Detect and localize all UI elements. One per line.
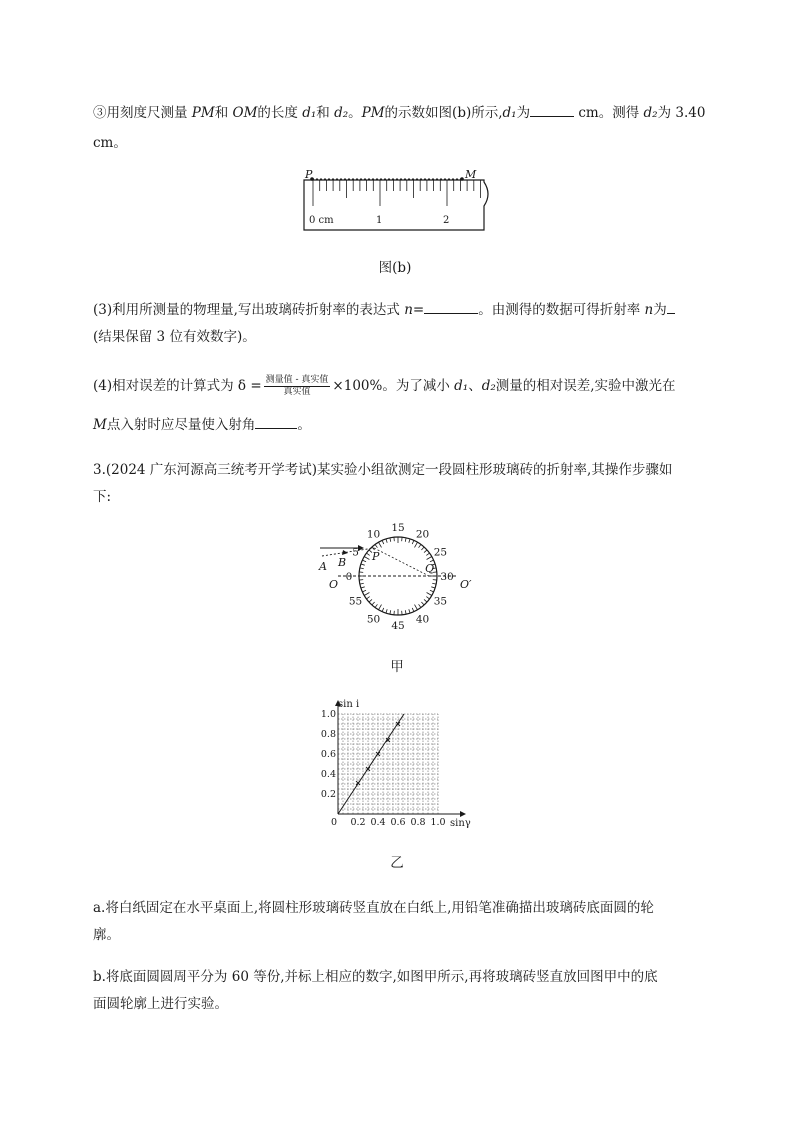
tick-label-1: 1 — [376, 215, 383, 226]
circle-tick — [364, 557, 369, 560]
circle-number-10: 10 — [366, 528, 381, 541]
circle-tick — [362, 590, 366, 592]
circle-number-5: 5 — [352, 546, 359, 559]
y-tick-label: 0.6 — [320, 749, 336, 760]
circle-tick — [431, 587, 435, 588]
circle-tick — [362, 560, 366, 562]
circle-tick — [412, 540, 414, 544]
step-a-line1: a.将白纸固定在水平桌面上,将圆柱形玻璃砖竖直放在白纸上,用铅笔准确描出玻璃砖底面圆的轮 — [93, 900, 654, 916]
step-b-line1: b.将底面圆圆周平分为 60 等份,并标上相应的数字,如图甲所示,再将玻璃砖竖直放回图甲中的底 — [93, 969, 658, 985]
circle-tick — [432, 583, 436, 584]
label-q: Q — [425, 562, 435, 575]
answer-blank[interactable] — [667, 299, 675, 314]
circle-tick — [390, 538, 391, 542]
circle-tick — [427, 557, 432, 560]
circle-tick — [366, 553, 369, 555]
circle-tick — [382, 608, 384, 612]
circle-tick — [379, 605, 382, 610]
text-segment: 。由测得的数据可得折射率 — [478, 302, 645, 318]
var-n: n — [644, 302, 654, 318]
var-d2: d₂ — [643, 105, 658, 121]
var-d1: d₁ — [502, 105, 517, 121]
text-segment: 的示数如图(b)所示, — [384, 105, 503, 121]
chart-points — [356, 722, 400, 785]
fraction-denominator: 真实值 — [283, 387, 311, 397]
circle-number-50: 50 — [366, 613, 381, 626]
text-segment: 的长度 — [257, 105, 303, 121]
circle-tick — [415, 542, 418, 547]
circle-tick — [386, 609, 387, 613]
text-segment: 为 — [653, 302, 667, 318]
circle-tick — [360, 568, 364, 569]
circle-tick — [369, 599, 372, 602]
chart-caption: 乙 — [390, 855, 404, 871]
var-d1: d₁ — [302, 105, 317, 121]
circle-number-15: 15 — [391, 522, 405, 534]
label-o: O — [329, 578, 339, 591]
tick-label-0: 0 cm — [309, 215, 334, 226]
circle-tick — [360, 583, 364, 584]
text-segment: 和 — [316, 105, 335, 121]
x-tick-label: 1.0 — [430, 817, 446, 828]
ruler-caption: 图(b) — [378, 260, 412, 276]
answer-blank[interactable] — [530, 102, 574, 117]
circle-number-20: 20 — [415, 528, 430, 541]
x-tick-label: 0.6 — [390, 817, 406, 828]
circle-tick — [361, 587, 365, 588]
circle-tick — [382, 540, 384, 544]
circle-number-40: 40 — [415, 613, 430, 626]
var-m: M — [93, 417, 107, 433]
fraction-numerator: 测量值 - 真实值 — [265, 375, 329, 385]
circle-tick — [430, 590, 434, 592]
tick-label-2: 2 — [443, 215, 450, 226]
label-b: B — [338, 556, 347, 569]
circle-tick — [372, 602, 375, 605]
text-segment: 。 — [348, 105, 362, 121]
circle-number-55: 55 — [348, 595, 363, 608]
text-segment: 为 — [516, 105, 531, 121]
ray-arrow-2 — [342, 550, 348, 555]
circle-tick — [375, 544, 377, 547]
circle-tick — [405, 538, 406, 542]
circle-tick — [375, 604, 377, 607]
text-segment: ③用刻度尺测量 — [93, 105, 192, 121]
label-o-prime: O′ — [460, 578, 472, 591]
text-segment: 为 3.40 — [657, 105, 706, 121]
ruler-ticks — [313, 180, 481, 206]
var-d2: d₂ — [334, 105, 349, 121]
y-tick-label: 0.4 — [320, 769, 336, 780]
circle-tick — [379, 542, 382, 547]
circle-number-30: 30 — [440, 571, 454, 583]
circle-number-45: 45 — [391, 620, 405, 632]
text-segment: 测量的相对误差,实验中激光在 — [495, 378, 676, 394]
text-segment: cm。测得 — [574, 105, 644, 121]
circle-tick — [421, 547, 424, 550]
circle-tick — [412, 608, 414, 612]
x-axis-label: sinγ — [450, 818, 471, 829]
circle-tick — [364, 593, 369, 596]
text-segment: ×100%。为了减小 — [332, 378, 455, 394]
circle-figure — [312, 518, 492, 638]
label-p: P — [305, 168, 313, 181]
step-a-line2: 廓。 — [93, 927, 120, 943]
part3-line1 — [93, 298, 675, 318]
var-d1: d₁ — [454, 378, 469, 394]
x-tick-label: 0.4 — [370, 817, 386, 828]
circle-tick — [421, 602, 424, 605]
circle-tick — [415, 605, 418, 610]
part4-line2 — [93, 413, 311, 433]
circle-tick — [409, 609, 410, 613]
q3-line1 — [93, 101, 705, 121]
ruler-figure — [296, 168, 496, 234]
circle-tick — [361, 564, 365, 565]
q3-line2: cm。 — [93, 135, 127, 151]
refracted-ray — [374, 548, 429, 576]
chart-grid — [338, 714, 438, 814]
var-om: OM — [232, 105, 258, 121]
x-tick-label: 0.2 — [350, 817, 366, 828]
x-tick-label: 0.8 — [410, 817, 426, 828]
text-segment: (3)利用所测量的物理量,写出玻璃砖折射率的表达式 — [93, 302, 405, 318]
var-n: n — [404, 302, 413, 318]
y-axis-label: sin i — [338, 699, 360, 710]
circle-tick — [424, 550, 427, 553]
circle-tick — [390, 610, 391, 614]
circle-tick — [426, 553, 429, 555]
answer-blank[interactable] — [255, 414, 297, 429]
circle-caption: 甲 — [390, 659, 404, 675]
x-tick-label: 0 — [330, 817, 338, 828]
circle-tick — [419, 604, 421, 607]
circle-tick — [424, 599, 427, 602]
var-pm: PM — [191, 105, 215, 121]
circle-tick — [386, 539, 387, 543]
circle-tick — [419, 544, 421, 547]
circle-tick — [366, 597, 369, 599]
part3-line2: (结果保留 3 位有效数字)。 — [93, 329, 256, 345]
y-tick-label: 1.0 — [320, 709, 336, 720]
circle-number-0: 0 — [345, 571, 353, 583]
y-tick-label: 0.8 — [320, 729, 336, 740]
step-b-line2: 面圆轮廓上进行实验。 — [93, 996, 228, 1012]
var-d2: d₂ — [481, 378, 496, 394]
error-fraction — [264, 375, 331, 398]
text-segment: = — [412, 302, 425, 318]
circle-tick — [426, 597, 429, 599]
circle-tick — [427, 593, 432, 596]
text-segment: 点入射时应尽量使入射角 — [106, 417, 256, 433]
answer-blank[interactable] — [424, 299, 478, 314]
label-a: A — [319, 560, 327, 573]
part4-line1 — [93, 374, 676, 398]
text-segment: (4)相对误差的计算式为 δ = — [93, 378, 262, 394]
y-tick-label: 0.2 — [320, 789, 336, 800]
label-m: M — [465, 168, 477, 181]
circle-number-35: 35 — [433, 595, 448, 608]
x-axis-arrow — [460, 811, 466, 817]
sin-chart — [318, 697, 480, 829]
circle-tick — [409, 539, 410, 543]
var-pm: PM — [361, 105, 385, 121]
circle-number-25: 25 — [433, 546, 448, 559]
circle-tick — [405, 610, 406, 614]
q4-line2: 下: — [93, 489, 112, 505]
dashed-ray — [322, 548, 374, 556]
chart-axes — [335, 700, 466, 817]
text-segment: 和 — [214, 105, 233, 121]
label-p: P — [372, 550, 380, 563]
q4-line1: 3.(2024 广东河源高三统考开学考试)某实验小组欲测定一段圆柱形玻璃砖的折射率,其操作步骤如 — [93, 462, 673, 478]
text-segment: 、 — [468, 378, 482, 394]
text-segment: 。 — [297, 417, 311, 433]
